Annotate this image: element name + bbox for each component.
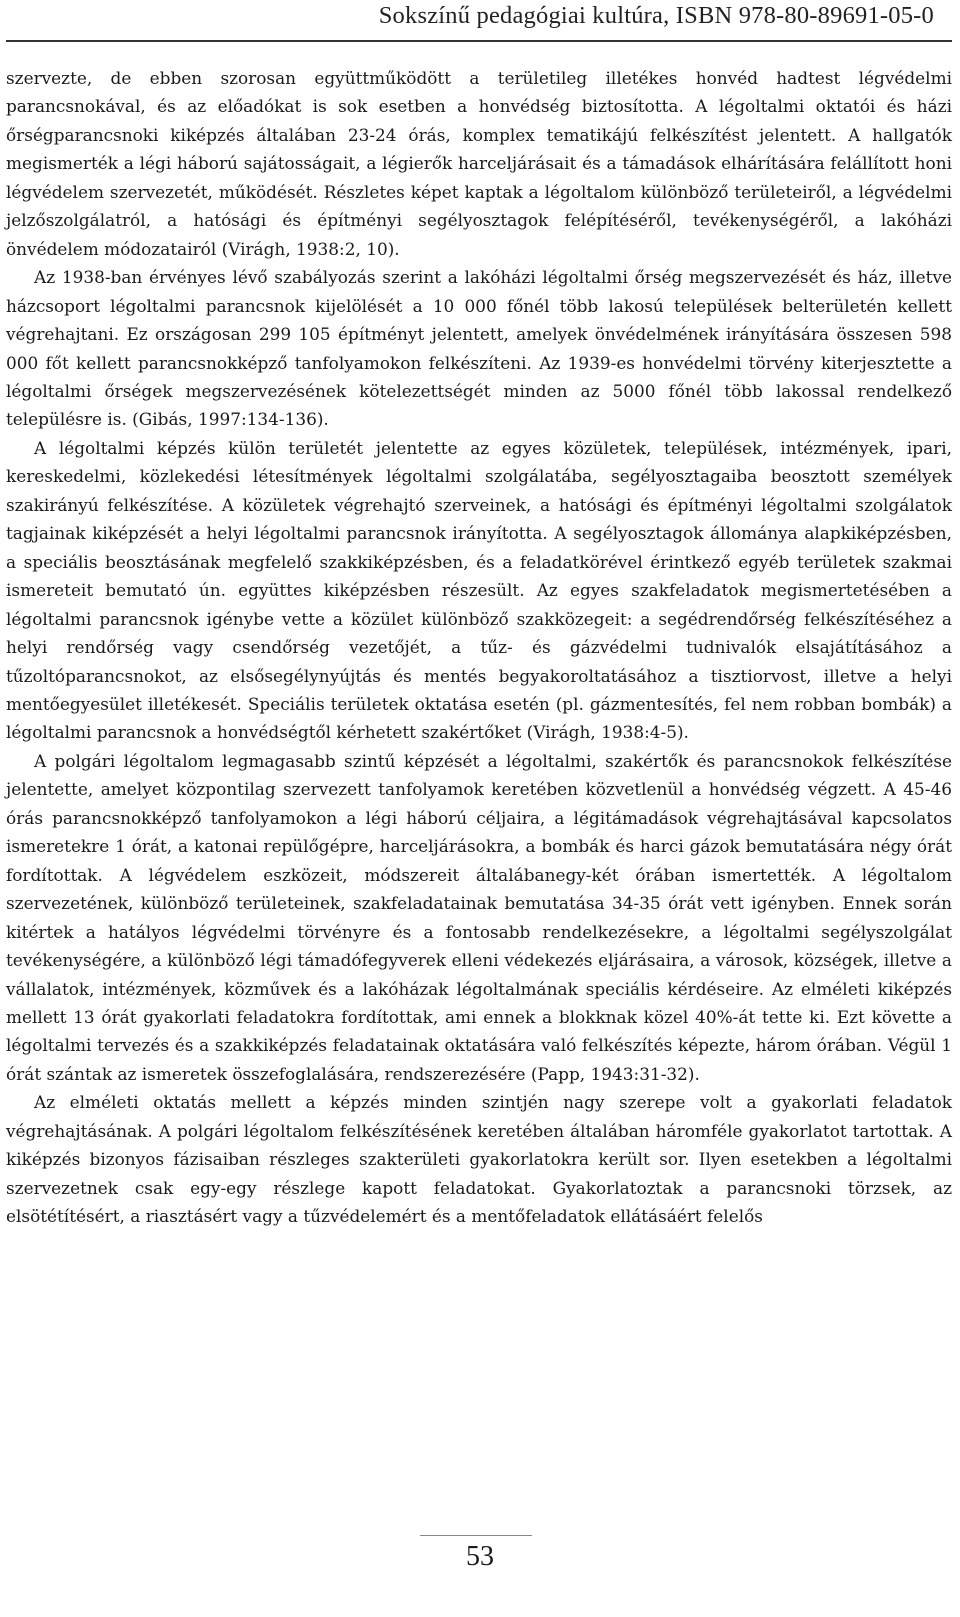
paragraph: Az elméleti oktatás mellett a képzés minden szintjén nagy szerepe volt a gyakorlati feladatok végrehajtásának. A polgári légoltalom felkészítésének keretében általában háromféle gyakorlatot tartottak. A kiképzés bizonyos fázisaiban részleges szakterületi gyakorlatokra került sor. Ilyen esetekben a légoltalmi szervezetnek csak egy-egy részlege kapott feladatokat. Gyakorlatoztak a parancsnoki törzsek, az elsötétítésért, a riasztásért vagy a tűzvédelemért és a mentőfeladatok ellátásáért felelős	[6, 1092, 952, 1227]
header-divider	[6, 40, 952, 42]
paragraph: szervezte, de ebben szorosan együttműködött a területileg illetékes honvéd hadtest légvédelmi parancsnokával, és az előadókat is sok esetben a honvédség biztosította. A légoltalmi oktatói és házi őrségparancsnoki kiképzés általában 23-24 órás, komplex tematikájú felkészítést jelentett. A hallgatók megismerték a légi háború sajátosságait, a légierők harceljárásait és a támadások elhárítására felállított honi légvédelem szervezetét, működését. Részletes képet kaptak a légoltalom különböző területeiről, a légvédelmi jelzőszolgálatról, a hatósági és építményi segélyosztagok felépítéséről, tevékenységéről, a lakóházi önvédelem módozatairól (Virágh, 1938:2, 10).	[6, 68, 952, 259]
paragraph: A légoltalmi képzés külön területét jelentette az egyes közületek, települések, intézmények, ipari, kereskedelmi, közlekedési létesítmények légoltalmi szolgálatába, segélyosztagaiba beosztott személyek szakirányú felkészítése. A közületek végrehajtó szerveinek, a hatósági és építményi légoltalmi szolgálatok tagjainak kiképzését a helyi légoltalmi parancsnok irányította. A segélyosztagok állománya alapkiképzésben, a speciális beosztásának megfelelő szakkiképzésben, és a feladatkörével érintkező egyéb területek szakmai ismereteit bemutató ún. együttes kiképzésben részesült. Az egyes szakfeladatok megismertetésében a légoltalmi parancsnok igénybe vette a közület különböző szakközegeit: a segédrendőrség felkészítéséhez a helyi rendőrség vagy csendőrség vezetőjét, a tűz- és gázvédelmi tudnivalók elsajátításához a tűzoltóparancsnokot, az elsősegélynyújtás és mentés begyakoroltatásához a tisztiorvost, illetve a helyi mentőegyesület illetékesét. Speciális területek oktatása esetén (pl. gázmentesítés, fel nem robban bombák) a légoltalmi parancsnok a honvédségtől kérhetett szakértőket (Virágh, 1938:4-5).	[6, 437, 952, 743]
running-header: Sokszínű pedagógiai kultúra, ISBN 978-80-89691-05-0	[378, 2, 934, 29]
footer-divider	[420, 1535, 532, 1536]
paragraph: A polgári légoltalom legmagasabb szintű képzését a légoltalmi, szakértők és parancsnokok felkészítése jelentette, amelyet központilag szervezett tanfolyamok keretében közvetlenül a honvédség végzett. A 45-46 órás parancsnokképző tanfolyamokon a légi háború céljaira, a légitámadások végrehajtásával kapcsolatos ismeretekre 1 órát, a katonai repülőgépre, harceljárásokra, a bombák és harci gázok bemutatására négy órát fordítottak. A légvédelem eszközeit, módszereit általábanegy-két órában ismertették. A légoltalom szervezetének, különböző területeinek, szakfeladatainak bemutatása 34-35 órát vett igényben. Ennek során kitértek a hatályos légvédelmi törvényre és a fontosabb rendelkezésekre, a légoltalmi segélyszolgálat tevékenységére, a különböző légi támadófegyverek elleni védekezés eljárásaira, a városok, községek, illetve a vállalatok, intézmények, közművek és a lakóházak légoltalmának speciális kérdéseire. Az elméleti kiképzés mellett 13 órát gyakorlati feladatokra fordítottak, ami ennek a blokknak közel 40%-át tette ki. Ezt követte a légoltalmi tervezés és a szakkiképzés feladatainak oktatására való felkészítés képezte, három órában. Végül 1 órát szántak az ismeretek összefoglalására, rendszerezésére (Papp, 1943:31-32).	[6, 750, 952, 1084]
page-number: 53	[466, 1541, 494, 1572]
body-text	[6, 64, 952, 1231]
paragraph: Az 1938-ban érvényes lévő szabályozás szerint a lakóházi légoltalmi őrség megszervezését és ház, illetve házcsoport légoltalmi parancsnok kijelölését a 10 000 főnél több lakosú települések belterületén kellett végrehajtani. Ez országosan 299 105 építményt jelentett, amelyek önvédelmének irányítására összesen 598 000 főt kellett parancsnokképző tanfolyamokon felkészíteni. Az 1939-es honvédelmi törvény kiterjesztette a légoltalmi őrségek megszervezésének kötelezettségét minden az 5000 főnél több lakossal rendelkező településre is. (Gibás, 1997:134-136).	[6, 267, 952, 430]
